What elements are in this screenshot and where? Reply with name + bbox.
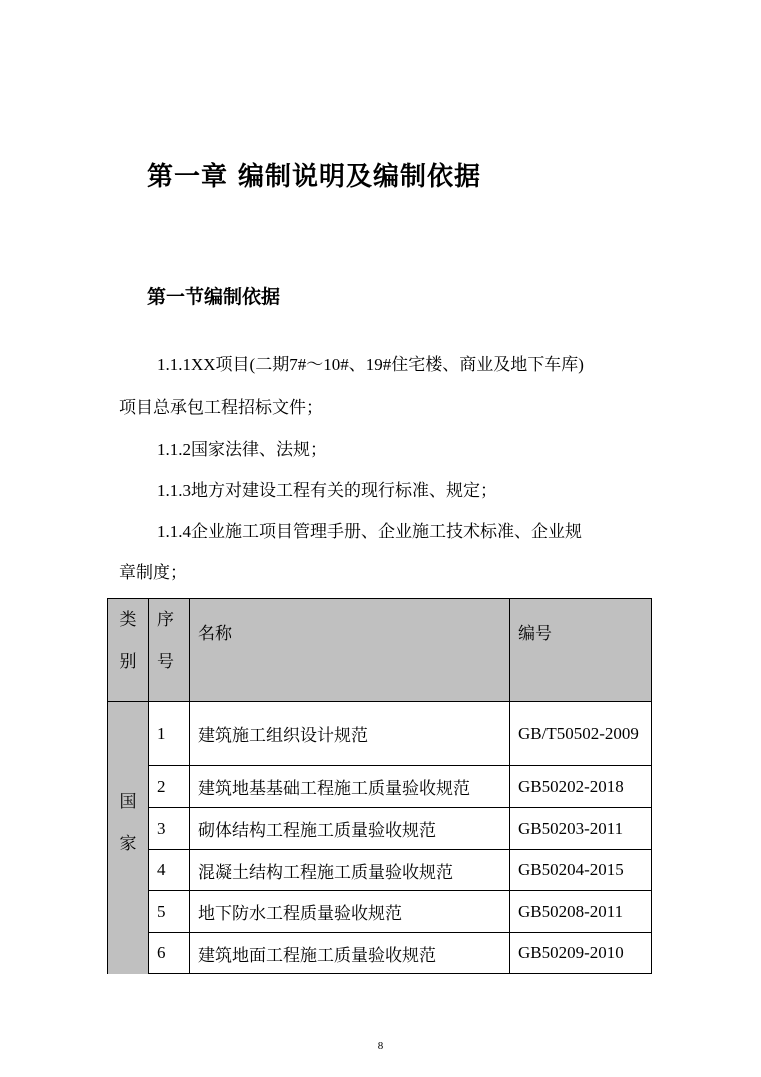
page-number: 8: [377, 1040, 384, 1052]
header-number: 序号: [149, 599, 190, 702]
table-row: [108, 850, 652, 891]
header-name: 名称: [190, 599, 510, 702]
row-name: 混凝土结构工程施工质量验收规范: [190, 850, 510, 891]
category-cell: 国家: [108, 702, 149, 974]
row-name: 建筑施工组织设计规范: [190, 702, 510, 766]
table-row: [108, 891, 652, 933]
row-name: 地下防水工程质量验收规范: [190, 891, 510, 933]
row-code: GB50202-2018: [510, 766, 652, 808]
row-code: GB50204-2015: [510, 850, 652, 891]
paragraph: 1.1.3地方对建设工程有关的现行标准、规定；: [157, 481, 497, 500]
standards-table: [107, 598, 652, 974]
row-number: 1: [149, 702, 190, 766]
row-number: 3: [149, 808, 190, 850]
paragraph: 1.1.4企业施工项目管理手册、企业施工技术标准、企业规: [157, 522, 582, 541]
table-row: [108, 933, 652, 974]
row-code: GB/T50502-2009: [510, 702, 652, 766]
section-title: 第一节编制依据: [147, 286, 281, 308]
row-number: 5: [149, 891, 190, 933]
row-number: 6: [149, 933, 190, 974]
row-name: 建筑地面工程施工质量验收规范: [190, 933, 510, 974]
row-code: GB50203-2011: [510, 808, 652, 850]
paragraph: 1.1.1XX项目(二期7#～10#、19#住宅楼、商业及地下车库): [157, 355, 584, 374]
paragraph: 章制度；: [119, 563, 187, 582]
table-row: [108, 766, 652, 808]
table-row: [108, 702, 652, 766]
row-code: GB50209-2010: [510, 933, 652, 974]
header-code: 编号: [510, 599, 652, 702]
paragraph: 1.1.2国家法律、法规；: [157, 440, 327, 459]
table-row: [108, 808, 652, 850]
row-number: 2: [149, 766, 190, 808]
chapter-title: 第一章 编制说明及编制依据: [147, 162, 482, 192]
paragraph: 项目总承包工程招标文件；: [119, 398, 323, 417]
row-name: 砌体结构工程施工质量验收规范: [190, 808, 510, 850]
row-number: 4: [149, 850, 190, 891]
row-code: GB50208-2011: [510, 891, 652, 933]
row-name: 建筑地基基础工程施工质量验收规范: [190, 766, 510, 808]
header-category: 类别: [108, 599, 149, 702]
table-header-row: [108, 599, 652, 702]
